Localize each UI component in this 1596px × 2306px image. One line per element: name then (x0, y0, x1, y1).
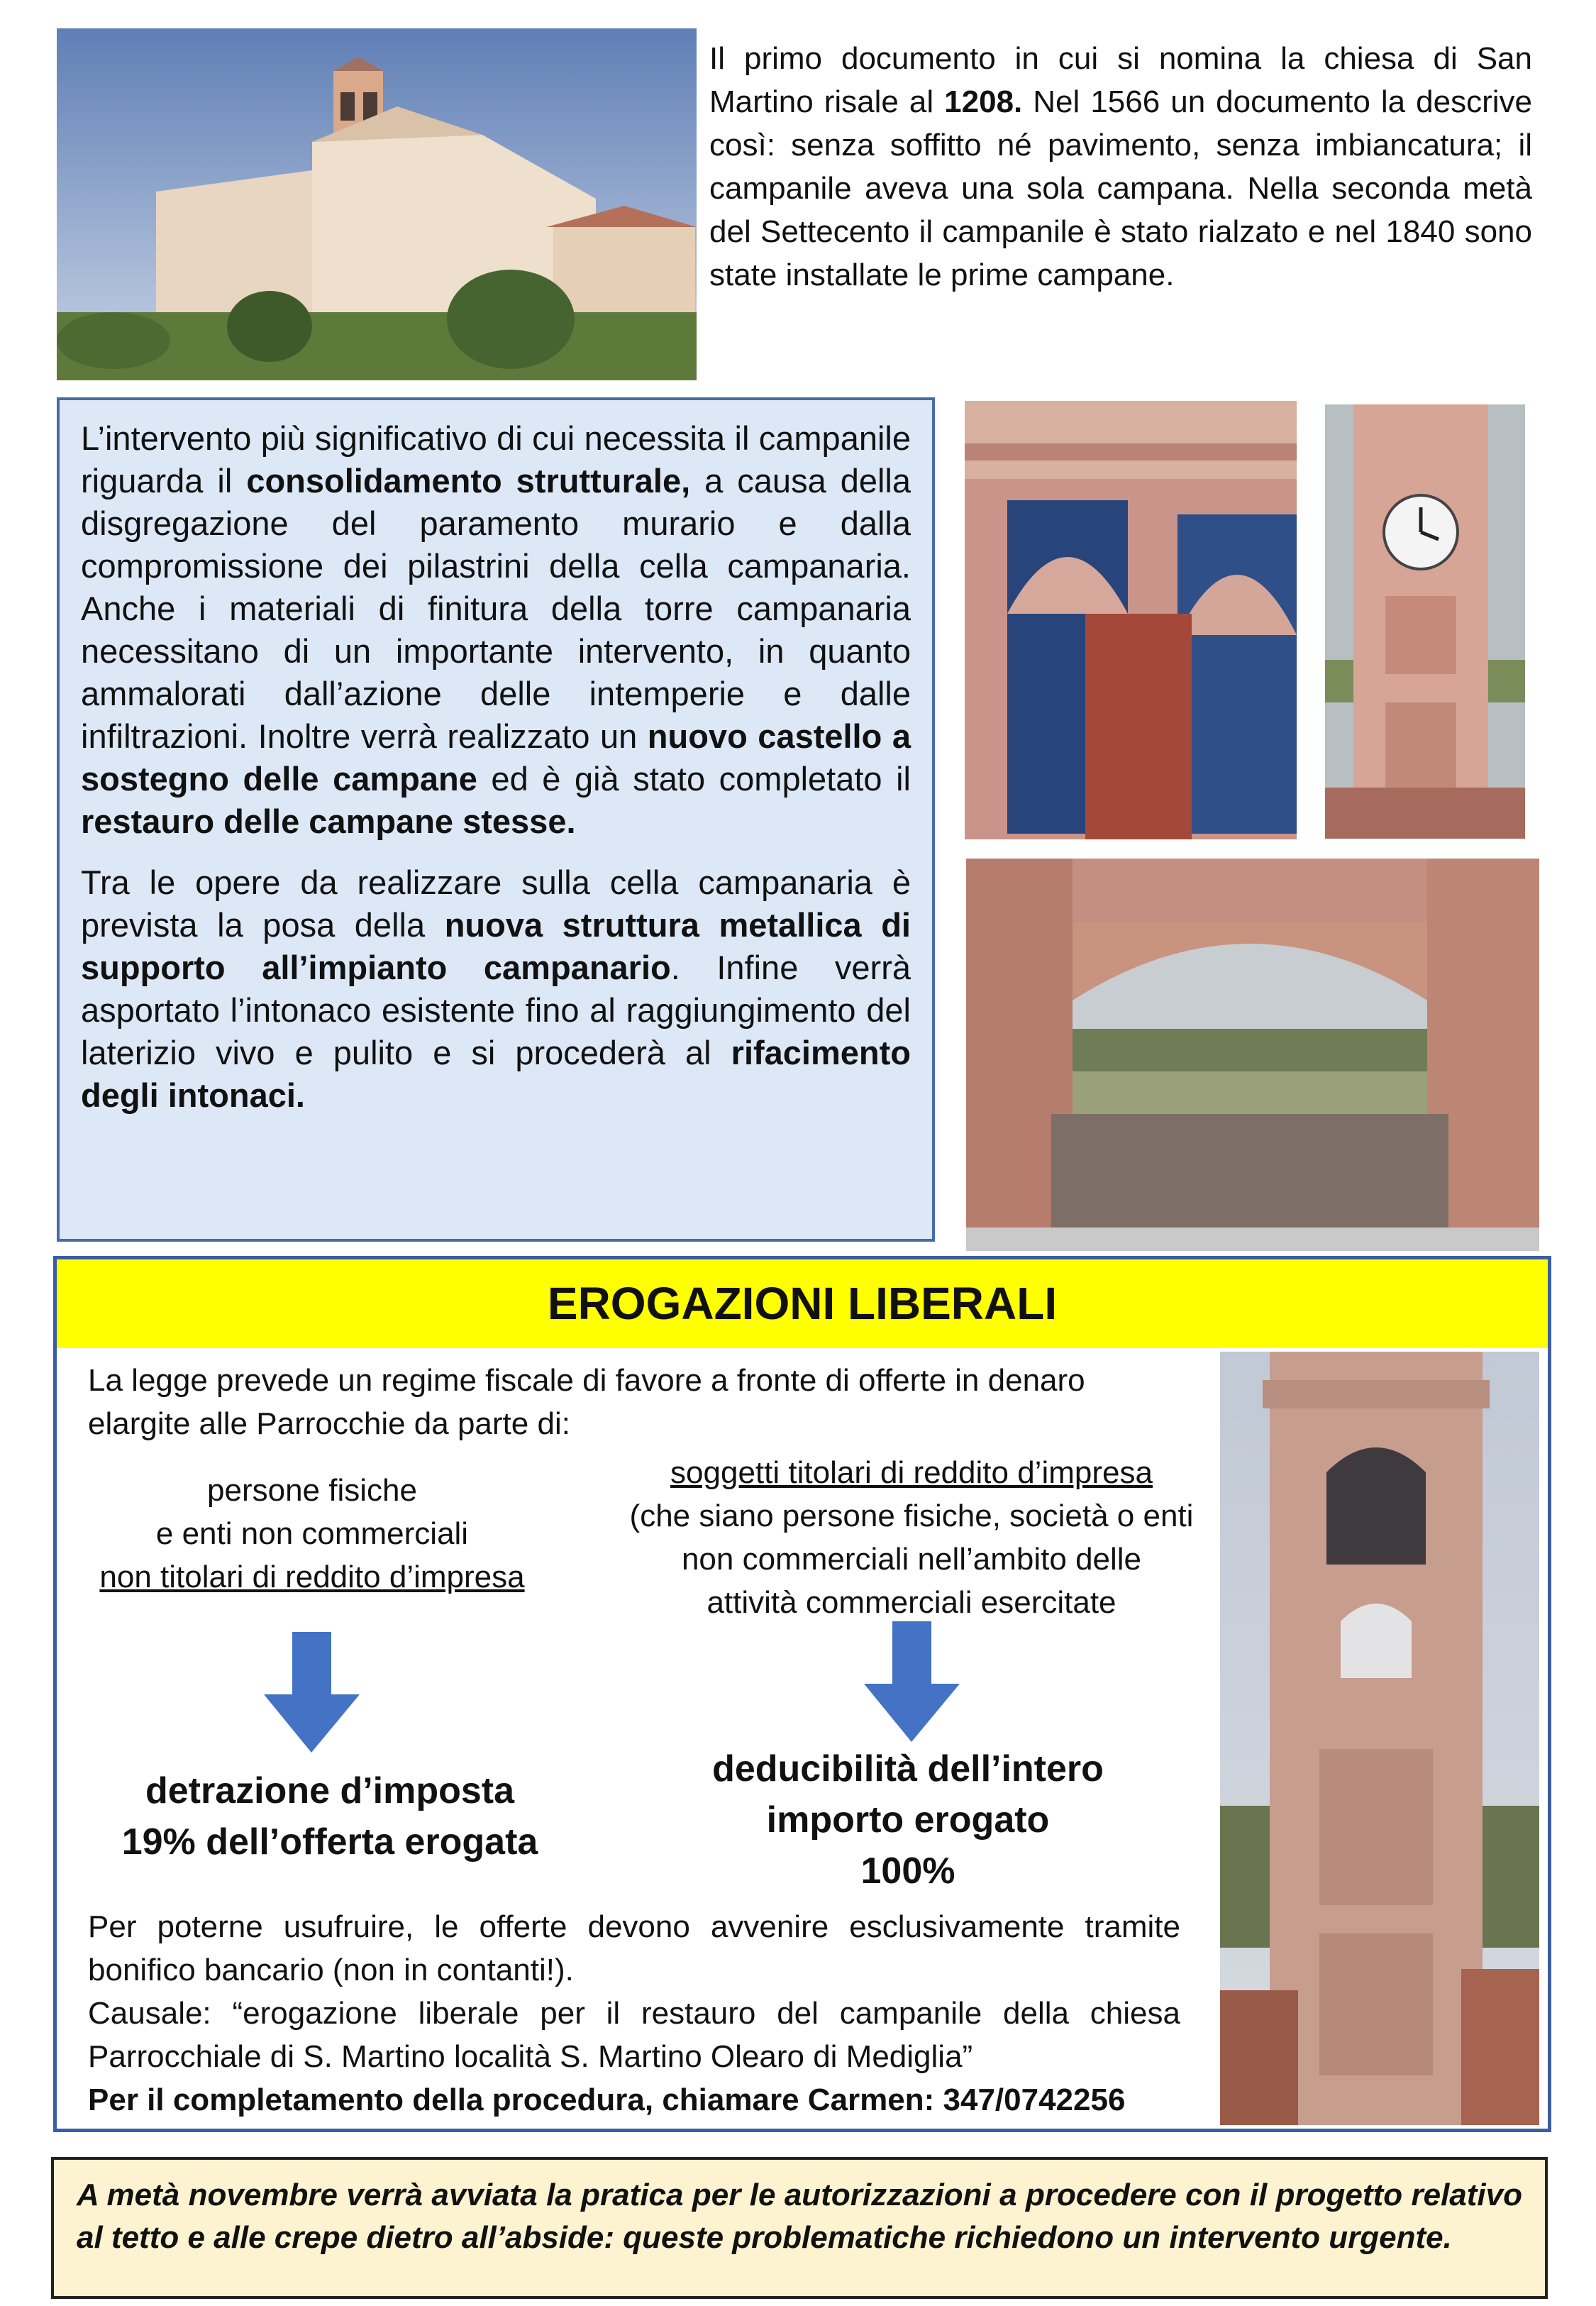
deductibility-benefit-line-3: 100% (860, 1850, 955, 1892)
deduction-benefit-line-1: detrazione d’imposta (145, 1770, 515, 1811)
urgent-note: A metà novembre verrà avviata la pratica per le autorizzazioni a procedere con il progetto relativo al tetto e alle crepe dietro all’abside: queste problematiche richiedono un intervento urgente. (51, 2157, 1548, 2299)
right-recipient-line-2: (che siano persone fisiche, società o enti (629, 1499, 1194, 1533)
contact-text: Per il completamento della procedura, chiamare Carmen: 347/0742256 (88, 2082, 1126, 2117)
causale-text: Causale: “erogazione liberale per il restauro del campanile della chiesa Parrocchiale di S. Martino località S. Martino Olearo di Mediglia” (88, 1996, 1180, 2074)
intervention-paragraph-1: L’intervento più significativo di cui necessita il campanile riguarda il consolidamento strutturale, a causa della disgregazione del paramento murario e dalla compromissione dei pilastrini della cella campanaria. Anche i materiali di finitura della torre campanaria necessitano di un importante intervento, in quanto ammalorati dall’azione delle intemperie e dalle infiltrazioni. Inoltre verrà realizzato un nuovo castello a sostegno delle campane ed è già stato completato il restauro delle campane stesse. (81, 419, 911, 840)
payment-method-text: Per poterne usufruire, le offerte devono avvenire esclusivamente tramite bonifico bancario (non in contanti!). (88, 1909, 1180, 1987)
donations-title: EROGAZIONI LIBERALI (57, 1259, 1548, 1348)
church-photo (57, 28, 697, 380)
bell-tower-photo (1220, 1352, 1539, 2125)
deductibility-benefit-line-1: deducibilità dell’intero (712, 1748, 1104, 1789)
left-recipient-line-2: e enti non commerciali (155, 1516, 469, 1551)
donations-intro: La legge prevede un regime fiscale di favore a fronte di offerte in denaro elargite alle Parrocchie da parte di: (88, 1363, 1085, 1441)
intro-year: 1208. (944, 84, 1023, 119)
deductibility-benefit-line-2: importo erogato (766, 1799, 1050, 1841)
deduction-benefit-line-2: 19% dell’offerta erogata (121, 1821, 538, 1863)
clock-tower-photo (1325, 404, 1525, 839)
bell-cell-view-photo (966, 859, 1539, 1251)
arrow-down-icon (264, 1632, 360, 1753)
right-recipient-line-3: non commerciali nell’ambito delle (681, 1542, 1142, 1577)
right-recipient-line-4: attività commerciali esercitate (706, 1585, 1116, 1620)
left-recipient-line-3: non titolari di reddito d’impresa (99, 1560, 525, 1594)
intervention-paragraph-2: Tra le opere da realizzare sulla cella campanaria è prevista la posa della nuova struttura metallica di supporto all’impianto campanario. Infine verrà asportato l’intonaco esistente fino al raggiungimento del laterizio vivo e pulito e si procederà al rifacimento degli intonaci. (81, 864, 911, 1114)
arrow-down-icon (864, 1621, 960, 1742)
right-recipient-line-1: soggetti titolari di reddito d’impresa (670, 1455, 1153, 1490)
bell-cell-photo (965, 401, 1297, 839)
intervention-box (57, 397, 935, 1242)
left-recipient-line-1: persone fisiche (207, 1473, 417, 1508)
intro-text: Il primo documento in cui si nomina la chiesa di San Martino risale al 1208. Nel 1566 un documento la descrive così: senza soffitto né pavimento, senza imbiancatura; il campanile aveva una sola campana. Nella seconda metà del Settecento il campanile è stato rialzato e nel 1840 sono state installate le prime campane. (709, 41, 1532, 292)
